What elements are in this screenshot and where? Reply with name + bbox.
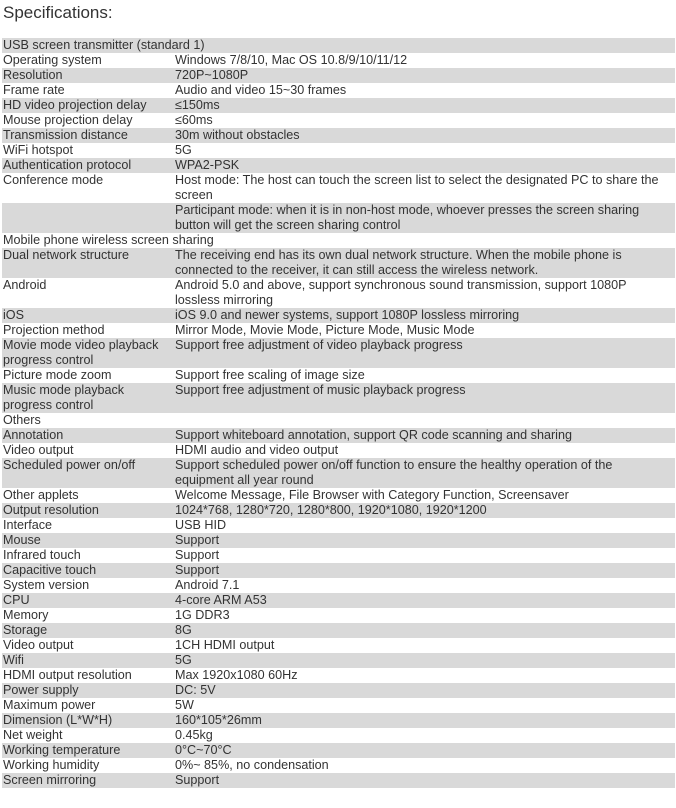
spec-row (2, 548, 675, 563)
spec-value: 8G (174, 623, 675, 638)
spec-value: 1CH HDMI output (174, 638, 675, 653)
spec-key: Net weight (2, 728, 174, 743)
spec-key: Transmission distance (2, 128, 174, 143)
spec-value: Android 7.1 (174, 578, 675, 593)
spec-key (2, 203, 174, 233)
spec-row (2, 443, 675, 458)
spec-row (2, 278, 675, 308)
spec-value: 0.45kg (174, 728, 675, 743)
spec-value: 720P~1080P (174, 68, 675, 83)
page-title: Specifications: (3, 3, 113, 22)
spec-value: The receiving end has its own dual network structure. When the mobile phone is connected to the receiver, it can still access the wireless network. (174, 248, 675, 278)
spec-table (2, 38, 675, 788)
spec-value: 5G (174, 143, 675, 158)
spec-value: Android 5.0 and above, support synchronous sound transmission, support 1080P lossless mirroring (174, 278, 675, 308)
spec-key: Infrared touch (2, 548, 174, 563)
spec-row (2, 143, 675, 158)
spec-value: Support free adjustment of music playback progress (174, 383, 675, 413)
spec-value: Support free adjustment of video playback progress (174, 338, 675, 368)
spec-key: Power supply (2, 683, 174, 698)
spec-value: DC: 5V (174, 683, 675, 698)
spec-key: Music mode playback progress control (2, 383, 174, 413)
spec-key: Frame rate (2, 83, 174, 98)
spec-row (2, 773, 675, 788)
spec-row (2, 533, 675, 548)
spec-key: Scheduled power on/off (2, 458, 174, 488)
spec-key: Working temperature (2, 743, 174, 758)
spec-row (2, 83, 675, 98)
spec-row (2, 338, 675, 368)
spec-row (2, 68, 675, 83)
spec-key: HD video projection delay (2, 98, 174, 113)
spec-value: Host mode: The host can touch the screen list to select the designated PC to share the screen (174, 173, 675, 203)
spec-key: Video output (2, 443, 174, 458)
spec-value: 30m without obstacles (174, 128, 675, 143)
spec-key: WiFi hotspot (2, 143, 174, 158)
spec-row (2, 728, 675, 743)
spec-value: USB HID (174, 518, 675, 533)
spec-key: Annotation (2, 428, 174, 443)
spec-key: Picture mode zoom (2, 368, 174, 383)
spec-row (2, 578, 675, 593)
spec-value: Support (174, 563, 675, 578)
spec-key: Movie mode video playback progress control (2, 338, 174, 368)
spec-row (2, 158, 675, 173)
spec-value: Support scheduled power on/off function to ensure the healthy operation of the equipment all year round (174, 458, 675, 488)
spec-key: Mouse (2, 533, 174, 548)
spec-key: Maximum power (2, 698, 174, 713)
spec-row (2, 698, 675, 713)
spec-row (2, 743, 675, 758)
spec-value: ≤150ms (174, 98, 675, 113)
spec-row (2, 38, 675, 53)
spec-row (2, 758, 675, 773)
spec-key: Operating system (2, 53, 174, 68)
spec-key: Resolution (2, 68, 174, 83)
spec-section-title: Mobile phone wireless screen sharing (2, 233, 675, 248)
spec-value: 5G (174, 653, 675, 668)
spec-row (2, 563, 675, 578)
spec-row (2, 623, 675, 638)
spec-row (2, 113, 675, 128)
spec-value: HDMI audio and video output (174, 443, 675, 458)
spec-value: 1024*768, 1280*720, 1280*800, 1920*1080, 1920*1200 (174, 503, 675, 518)
spec-row (2, 173, 675, 203)
spec-key: Capacitive touch (2, 563, 174, 578)
spec-value: WPA2-PSK (174, 158, 675, 173)
spec-row (2, 308, 675, 323)
spec-value: Support (174, 548, 675, 563)
spec-row (2, 518, 675, 533)
spec-row (2, 53, 675, 68)
spec-key: Projection method (2, 323, 174, 338)
spec-value: Welcome Message, File Browser with Category Function, Screensaver (174, 488, 675, 503)
spec-key: Conference mode (2, 173, 174, 203)
spec-section-title: Others (2, 413, 675, 428)
spec-value: 4-core ARM A53 (174, 593, 675, 608)
spec-key: Output resolution (2, 503, 174, 518)
spec-row (2, 98, 675, 113)
spec-key: Mouse projection delay (2, 113, 174, 128)
spec-row (2, 503, 675, 518)
spec-value: Participant mode: when it is in non-host mode, whoever presses the screen sharing button will get the screen sharing control (174, 203, 675, 233)
spec-value: Max 1920x1080 60Hz (174, 668, 675, 683)
spec-key: Dimension (L*W*H) (2, 713, 174, 728)
spec-key: iOS (2, 308, 174, 323)
spec-key: Authentication protocol (2, 158, 174, 173)
spec-value: 0%~ 85%, no condensation (174, 758, 675, 773)
spec-row (2, 428, 675, 443)
spec-value: Windows 7/8/10, Mac OS 10.8/9/10/11/12 (174, 53, 675, 68)
spec-row (2, 368, 675, 383)
spec-row (2, 323, 675, 338)
spec-row (2, 248, 675, 278)
spec-key: Android (2, 278, 174, 308)
spec-section-title: USB screen transmitter (standard 1) (2, 38, 675, 53)
spec-row (2, 128, 675, 143)
spec-table-body (2, 38, 675, 788)
spec-row (2, 413, 675, 428)
spec-key: Memory (2, 608, 174, 623)
spec-value: 5W (174, 698, 675, 713)
spec-row (2, 203, 675, 233)
spec-value: ≤60ms (174, 113, 675, 128)
spec-row (2, 458, 675, 488)
spec-value: 0°C~70°C (174, 743, 675, 758)
spec-row (2, 608, 675, 623)
spec-key: Working humidity (2, 758, 174, 773)
spec-row (2, 668, 675, 683)
spec-key: HDMI output resolution (2, 668, 174, 683)
spec-row (2, 488, 675, 503)
spec-row (2, 233, 675, 248)
spec-row (2, 653, 675, 668)
spec-key: CPU (2, 593, 174, 608)
spec-key: Video output (2, 638, 174, 653)
spec-value: 160*105*26mm (174, 713, 675, 728)
spec-value: Audio and video 15~30 frames (174, 83, 675, 98)
spec-key: Screen mirroring (2, 773, 174, 788)
spec-value: Support (174, 773, 675, 788)
spec-value: Support (174, 533, 675, 548)
spec-value: iOS 9.0 and newer systems, support 1080P lossless mirroring (174, 308, 675, 323)
spec-value: Mirror Mode, Movie Mode, Picture Mode, Music Mode (174, 323, 675, 338)
spec-value: 1G DDR3 (174, 608, 675, 623)
spec-key: Storage (2, 623, 174, 638)
spec-key: Dual network structure (2, 248, 174, 278)
spec-row (2, 713, 675, 728)
spec-key: Wifi (2, 653, 174, 668)
spec-key: Interface (2, 518, 174, 533)
spec-row (2, 383, 675, 413)
spec-row (2, 593, 675, 608)
spec-key: Other applets (2, 488, 174, 503)
spec-value: Support whiteboard annotation, support QR code scanning and sharing (174, 428, 675, 443)
spec-row (2, 638, 675, 653)
spec-value: Support free scaling of image size (174, 368, 675, 383)
spec-key: System version (2, 578, 174, 593)
spec-row (2, 683, 675, 698)
